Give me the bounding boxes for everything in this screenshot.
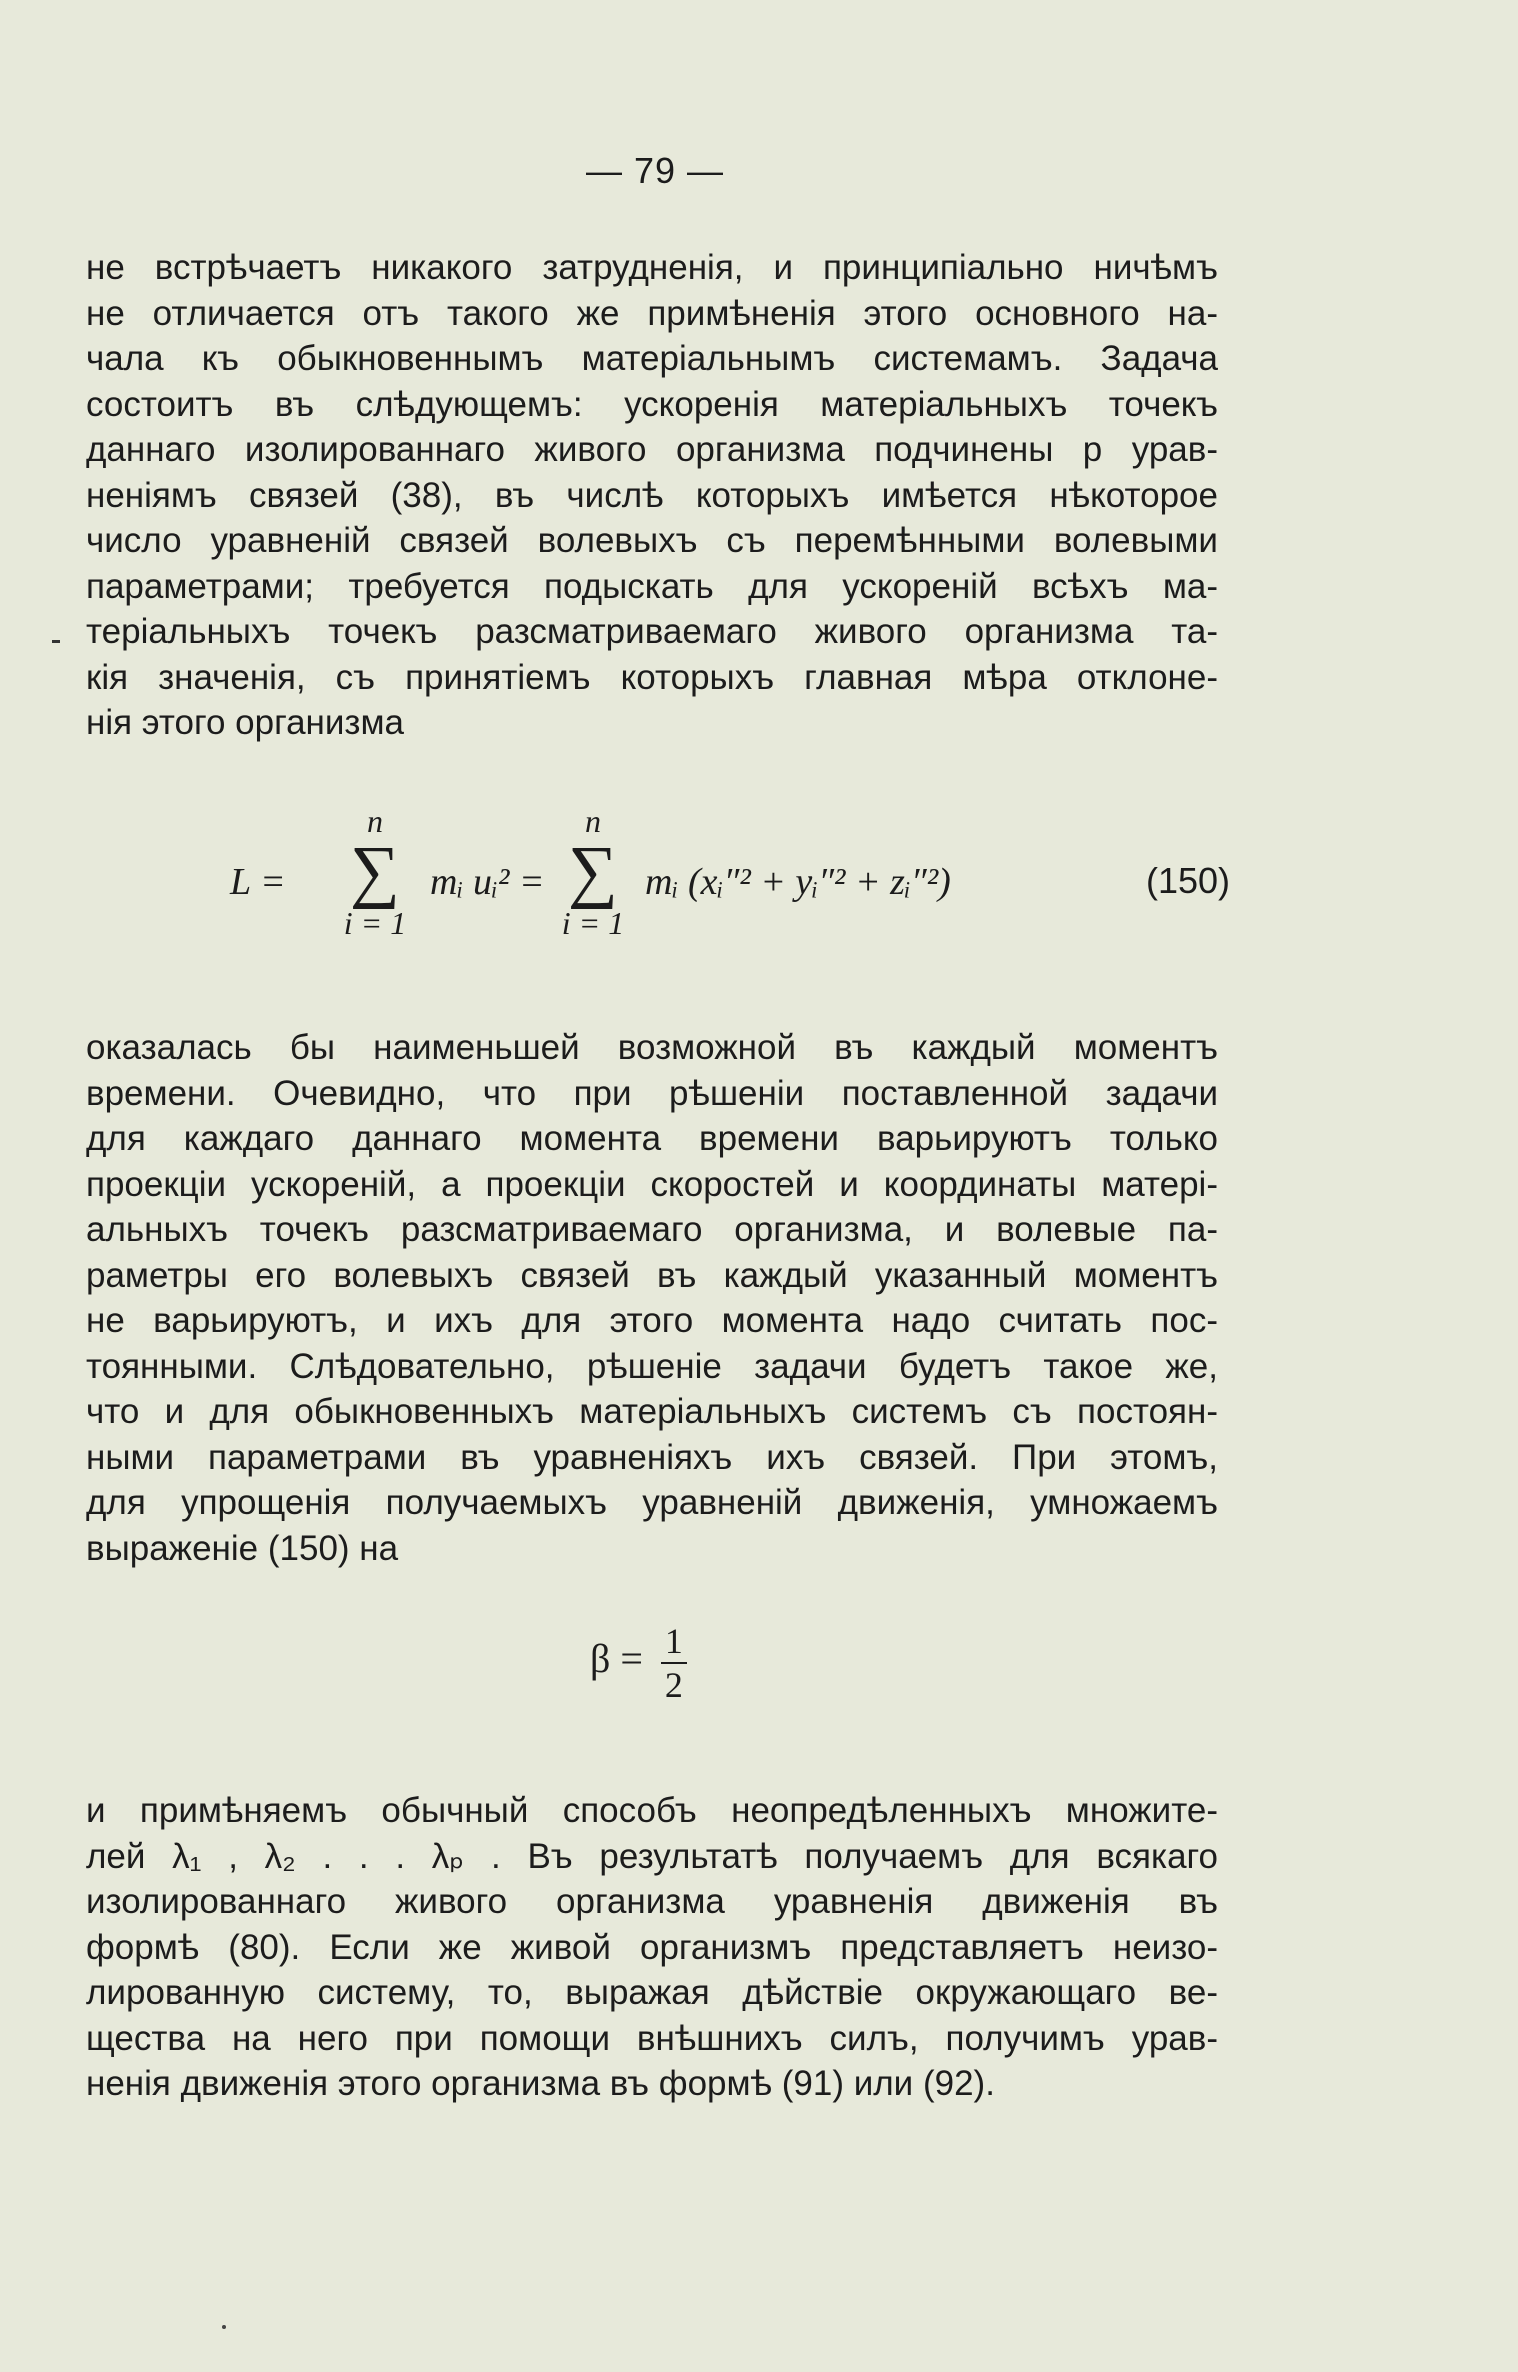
equation-number: (150) — [1145, 860, 1230, 901]
ink-speck — [222, 2325, 226, 2329]
beta-lhs: β = — [590, 1636, 643, 1682]
text-line: альныхъ точекъ разсматриваемаго организма, и волевые па- — [86, 1210, 1218, 1249]
text-line: что и для обыкновенныхъ матеріальныхъ системъ съ постоян- — [86, 1392, 1218, 1431]
text-line: состоитъ въ слѣдующемъ: ускоренія матеріальныхъ точекъ — [86, 384, 1218, 424]
summation-1 — [330, 805, 420, 939]
fraction-numerator: 1 — [661, 1620, 687, 1664]
text-line: теріальныхъ точекъ разсматриваемаго живого организма та- — [86, 612, 1218, 651]
text-line: число уравненій связей волевыхъ съ перемѣнными волевыми — [86, 521, 1218, 560]
equation-term-1: mᵢ uᵢ² = — [430, 861, 545, 903]
text-line: для упрощенія получаемыхъ уравненій движенія, умножаемъ — [86, 1483, 1218, 1522]
sigma-symbol: ∑ — [350, 833, 400, 910]
text-line: кія значенія, съ принятіемъ которыхъ главная мѣра отклоне- — [86, 657, 1218, 697]
text-line: формѣ (80). Если же живой организмъ представляетъ неизо- — [86, 1927, 1218, 1967]
page-number: — 79 — — [585, 150, 725, 191]
paragraph-2 — [86, 1025, 1218, 1571]
text-line: и примѣняемъ обычный способъ неопредѣленныхъ множите- — [86, 1791, 1218, 1830]
text-line: даннаго изолированнаго живого организма подчинены p урав- — [86, 430, 1218, 469]
text-line: лей λ₁ , λ₂ . . . λₚ . Въ результатѣ получаемъ для всякаго — [86, 1836, 1218, 1876]
margin-mark — [52, 640, 60, 643]
text-line: ненія движенія этого организма въ формѣ (91) или (92). — [86, 2064, 995, 2103]
fraction — [661, 1620, 687, 1706]
sum-upper-limit: n — [367, 803, 383, 839]
text-line: лированную систему, то, выражая дѣйствіе окружающаго ве- — [86, 1973, 1218, 2012]
paragraph-1 — [86, 245, 1218, 746]
text-line: времени. Очевидно, что при рѣшеніи поставленной задачи — [86, 1073, 1218, 1113]
fraction-denominator: 2 — [664, 1665, 683, 1705]
summation-2 — [548, 805, 638, 939]
text-line: не варьируютъ, и ихъ для этого момента надо считать пос- — [86, 1301, 1218, 1340]
text-line: параметрами; требуется подыскать для ускореній всѣхъ ма- — [86, 566, 1218, 606]
text-line: изолированнаго живого организма уравненія движенія въ — [86, 1882, 1218, 1921]
text-line: не отличается отъ такого же примѣненія этого основного на- — [86, 293, 1218, 333]
equation-term-2: mᵢ (xᵢ″² + yᵢ″² + zᵢ″²) — [645, 861, 951, 903]
text-line: чала къ обыкновеннымъ матеріальнымъ системамъ. Задача — [86, 339, 1218, 378]
equation-150 — [230, 795, 1230, 975]
text-line: раметры его волевыхъ связей въ каждый указанный моментъ — [86, 1255, 1218, 1295]
text-line: ными параметрами въ уравненіяхъ ихъ связей. При этомъ, — [86, 1437, 1218, 1477]
equation-beta — [590, 1620, 687, 1706]
text-line: для каждаго даннаго момента времени варьируютъ только — [86, 1119, 1218, 1158]
paragraph-3 — [86, 1788, 1218, 2107]
text-line: щества на него при помощи внѣшнихъ силъ, получимъ урав- — [86, 2018, 1218, 2058]
text-line: тоянными. Слѣдовательно, рѣшеніе задачи будетъ такое же, — [86, 1346, 1218, 1386]
text-line: оказалась бы наименьшей возможной въ каждый моментъ — [86, 1028, 1218, 1067]
text-line: проекціи ускореній, а проекціи скоростей и координаты матері- — [86, 1164, 1218, 1204]
text-line: нія этого организма — [86, 703, 405, 742]
sum-lower-limit: i = 1 — [343, 905, 407, 941]
text-line: неніямъ связей (38), въ числѣ которыхъ имѣется нѣкоторое — [86, 475, 1218, 515]
sum-lower-limit: i = 1 — [561, 905, 625, 941]
sigma-symbol: ∑ — [568, 833, 618, 910]
text-line: не встрѣчаетъ никакого затрудненія, и принципіально ничѣмъ — [86, 248, 1218, 287]
equation-lhs: L = — [230, 861, 286, 903]
sum-upper-limit: n — [585, 803, 601, 839]
text-line: выраженіе (150) на — [86, 1528, 399, 1568]
